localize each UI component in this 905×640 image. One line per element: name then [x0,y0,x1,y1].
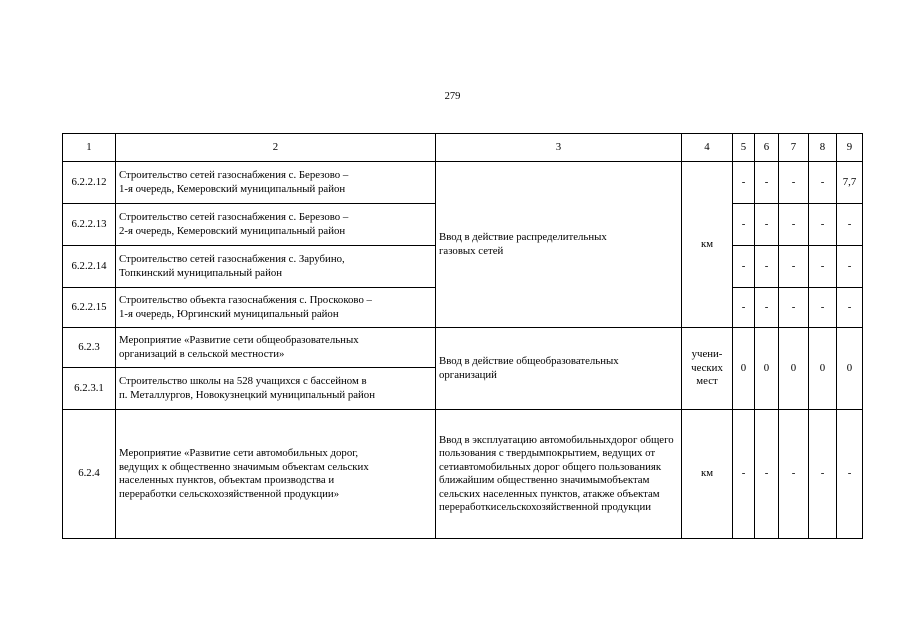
value-cell: 0 [733,328,755,410]
unit-cell: учени- ческих мест [682,328,733,410]
value-cell: 0 [809,328,837,410]
header-cell: 1 [63,134,116,162]
value-cell: - [837,288,863,328]
value-cell: - [755,246,779,288]
row-name: Строительство школы на 528 учащихся с бассейном в п. Металлургов, Новокузнецкий муниципальный район [116,368,436,410]
table-row [63,162,863,204]
row-number: 6.2.4 [63,410,116,539]
unit-cell: км [682,410,733,539]
header-cell: 2 [116,134,436,162]
row-name: Мероприятие «Развитие сети автомобильных дорог, ведущих к общественно значимым объектам сельских населенных пунктов, объектам производства и переработки сельскохозяйственной продукции» [116,410,436,539]
table-row [63,410,863,539]
unit-cell: км [682,162,733,328]
row-number: 6.2.2.14 [63,246,116,288]
row-name: Строительство сетей газоснабжения с. Зарубино, Топкинский муниципальный район [116,246,436,288]
value-cell: - [809,204,837,246]
row-number: 6.2.2.12 [63,162,116,204]
indicator-description: Ввод в эксплуатацию автомобильныхдорог общего пользования с твердымпокрытием, ведущих от сетиавтомобильных дорог общего пользованияк ближайшим общественно значимымобъектам сельских населенных пунктов, атакже объектам переработкисельскохозяйственной продукции [436,410,682,539]
value-cell: - [733,246,755,288]
value-cell: - [809,288,837,328]
value-cell: - [837,204,863,246]
indicator-description: Ввод в действие распределительных газовых сетей [436,162,682,328]
header-cell: 5 [733,134,755,162]
value-cell: - [809,246,837,288]
value-cell: - [837,410,863,539]
value-cell: - [733,204,755,246]
row-number: 6.2.2.15 [63,288,116,328]
value-cell: - [779,162,809,204]
value-cell: - [779,410,809,539]
header-cell: 6 [755,134,779,162]
value-cell: - [755,288,779,328]
table-row [63,328,863,368]
header-row [63,134,863,162]
page-number: 279 [444,91,461,102]
header-cell: 7 [779,134,809,162]
value-cell: - [809,410,837,539]
value-cell: - [779,246,809,288]
header-cell: 4 [682,134,733,162]
header-cell: 8 [809,134,837,162]
measures-table [62,133,863,539]
row-number: 6.2.2.13 [63,204,116,246]
value-cell: 7,7 [837,162,863,204]
value-cell: - [755,162,779,204]
header-cell: 9 [837,134,863,162]
value-cell: - [837,246,863,288]
row-name: Мероприятие «Развитие сети общеобразовательных организаций в сельской местности» [116,328,436,368]
value-cell: - [755,410,779,539]
value-cell: - [779,204,809,246]
value-cell: - [733,288,755,328]
header-cell: 3 [436,134,682,162]
row-number: 6.2.3 [63,328,116,368]
value-cell: - [779,288,809,328]
row-name: Строительство объекта газоснабжения с. Проскоково – 1-я очередь, Юргинский муниципальный район [116,288,436,328]
value-cell: 0 [755,328,779,410]
value-cell: 0 [837,328,863,410]
value-cell: - [809,162,837,204]
indicator-description: Ввод в действие общеобразовательных организаций [436,328,682,410]
row-name: Строительство сетей газоснабжения с. Березово – 2-я очередь, Кемеровский муниципальный район [116,204,436,246]
value-cell: 0 [779,328,809,410]
row-name: Строительство сетей газоснабжения с. Березово – 1-я очередь, Кемеровский муниципальный район [116,162,436,204]
value-cell: - [755,204,779,246]
row-number: 6.2.3.1 [63,368,116,410]
value-cell: - [733,410,755,539]
value-cell: - [733,162,755,204]
